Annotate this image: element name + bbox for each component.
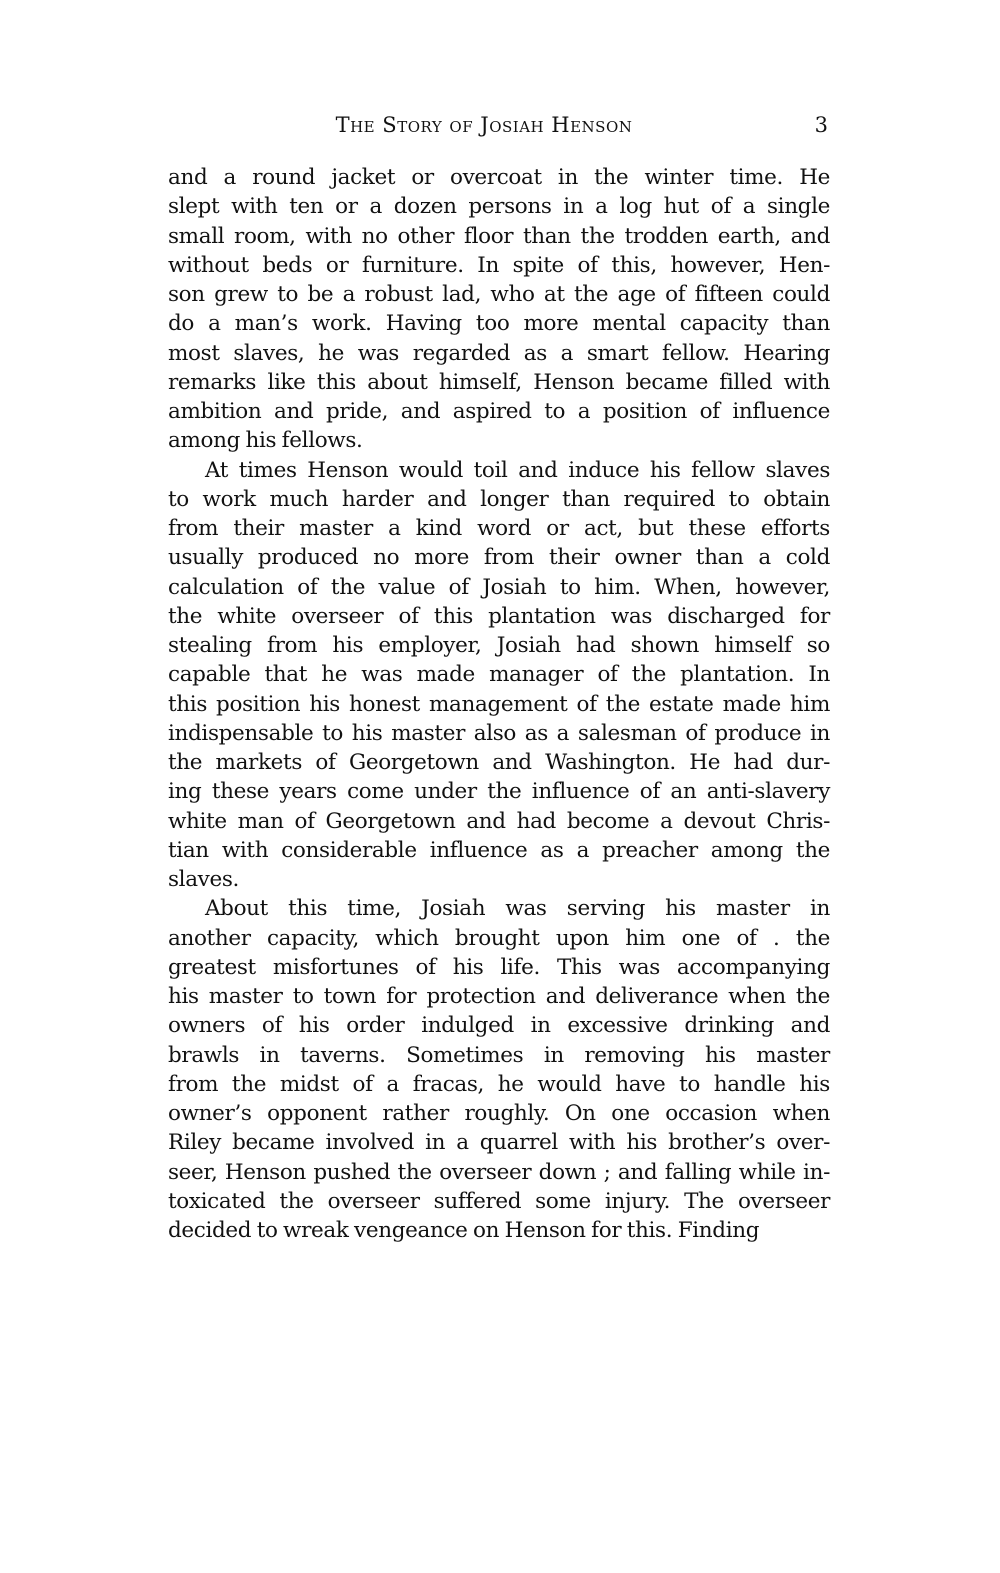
text-line: from their master a kind word or act, but these efforts bbox=[168, 516, 830, 541]
text-line: About this time, Josiah was serving his master in bbox=[205, 896, 830, 922]
text-line: from the midst of a fracas, he would have to handle his bbox=[168, 1071, 830, 1097]
text-line: ing these years come under the influence of an anti-slavery bbox=[168, 779, 830, 805]
text-line: Riley became involved in a quarrel with his brother’s over- bbox=[168, 1130, 830, 1156]
text-line: slept with ten or a dozen persons in a log hut of a single bbox=[168, 194, 830, 220]
text-line: this position his honest management of the estate made him bbox=[168, 691, 830, 717]
text-line: tian with considerable influence as a preacher among the bbox=[168, 837, 830, 863]
running-title: The Story of Josiah Henson bbox=[335, 113, 633, 137]
paragraph bbox=[168, 163, 830, 456]
paragraph bbox=[168, 456, 830, 895]
text-line: calculation of the value of Josiah to him. When, however, bbox=[168, 574, 830, 600]
paragraph bbox=[168, 894, 830, 1245]
text-line: toxicated the overseer suffered some injury. The overseer bbox=[168, 1188, 830, 1214]
text-line: his master to town for protection and deliverance when the bbox=[168, 984, 830, 1009]
text-line: without beds or furniture. In spite of this, however, Hen- bbox=[168, 252, 830, 278]
text-line: owner’s opponent rather roughly. On one occasion when bbox=[168, 1101, 830, 1126]
text-line: owners of his order indulged in excessive drinking and bbox=[168, 1013, 830, 1039]
body-text bbox=[168, 163, 830, 1245]
text-line: white man of Georgetown and had become a devout Chris- bbox=[168, 808, 830, 834]
text-line: ambition and pride, and aspired to a position of influence bbox=[168, 399, 830, 424]
text-line: brawls in taverns. Sometimes in removing his master bbox=[168, 1042, 830, 1068]
running-head bbox=[168, 110, 830, 140]
text-line: usually produced no more from their owner than a cold bbox=[168, 545, 830, 571]
text-line: to work much harder and longer than required to obtain bbox=[168, 486, 830, 512]
text-line: the white overseer of this plantation was discharged for bbox=[168, 603, 830, 629]
text-line: greatest misfortunes of his life. This was accompanying bbox=[168, 954, 830, 980]
text-line: the markets of Georgetown and Washington. He had dur- bbox=[168, 750, 830, 775]
text-line: most slaves, he was regarded as a smart fellow. Hearing bbox=[168, 340, 830, 366]
text-line: capable that he was made manager of the plantation. In bbox=[168, 662, 830, 688]
text-line: At times Henson would toil and induce his fellow slaves bbox=[205, 457, 830, 483]
text-line: do a man’s work. Having too more mental capacity than bbox=[168, 311, 830, 337]
text-line: indispensable to his master also as a salesman of produce in bbox=[168, 720, 830, 746]
text-line: stealing from his employer, Josiah had shown himself so bbox=[168, 633, 830, 658]
text-line: and a round jacket or overcoat in the winter time. He bbox=[168, 165, 830, 190]
page-number: 3 bbox=[814, 113, 828, 137]
text-line: son grew to be a robust lad, who at the age of fifteen could bbox=[168, 282, 830, 307]
text-line: seer, Henson pushed the overseer down ; and falling while in- bbox=[168, 1159, 830, 1185]
text-line: slaves. bbox=[168, 867, 240, 892]
text-line: small room, with no other floor than the trodden earth, and bbox=[168, 223, 830, 249]
text-line: decided to wreak vengeance on Henson for this. Finding bbox=[168, 1218, 760, 1243]
text-line: remarks like this about himself, Henson became filled with bbox=[168, 369, 830, 395]
text-line: among his fellows. bbox=[168, 428, 363, 454]
text-line: another capacity, which brought upon him one of . the bbox=[168, 925, 830, 951]
